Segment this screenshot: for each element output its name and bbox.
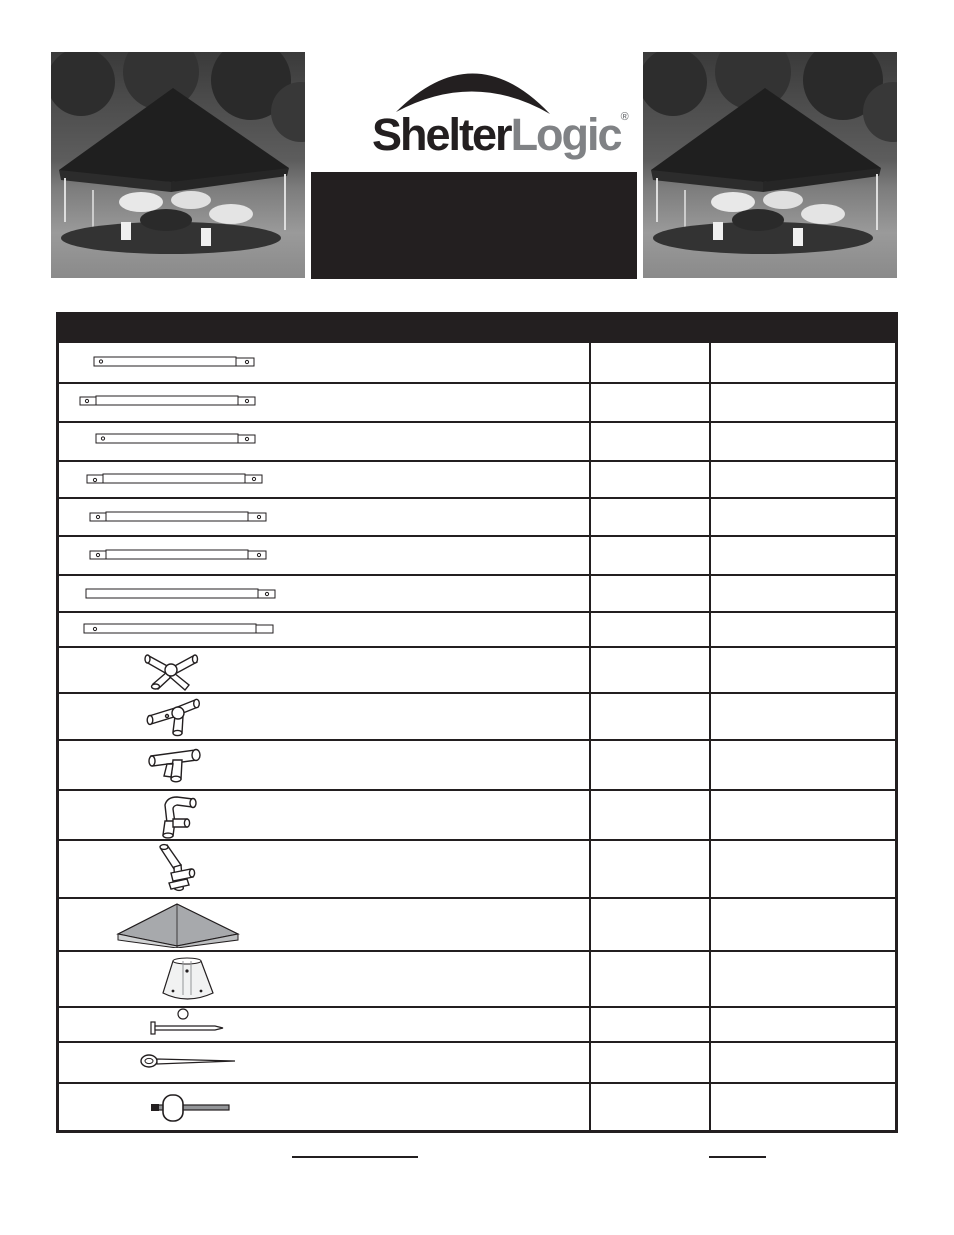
row-divider <box>59 789 895 791</box>
title-block <box>311 172 637 279</box>
row-divider <box>59 535 895 537</box>
row-divider <box>59 1041 895 1043</box>
three-way-connector-icon <box>145 696 203 738</box>
pole-icon <box>83 622 275 636</box>
parts-table <box>56 312 898 1133</box>
tee-connector-icon <box>147 742 209 786</box>
shelterlogic-wordmark <box>372 109 629 160</box>
brand-name-part1: Shelter <box>372 109 511 160</box>
foot-plate-icon <box>159 955 217 1003</box>
pole-icon <box>89 510 271 524</box>
table-header <box>59 315 895 343</box>
row-divider <box>59 950 895 952</box>
lock-pin-icon <box>145 1008 225 1038</box>
row-divider <box>59 839 895 841</box>
elbow-connector-icon <box>157 793 201 839</box>
pole-icon <box>79 394 259 408</box>
row-divider <box>59 382 895 384</box>
canopy-photo-right <box>643 52 897 278</box>
row-divider <box>59 611 895 613</box>
pole-icon <box>93 355 257 369</box>
ground-stake-icon <box>139 1051 239 1071</box>
canopy-photo-left <box>51 52 305 278</box>
pole-icon <box>86 472 266 486</box>
brand-name-part2: Logic <box>510 109 621 160</box>
registered-mark: ® <box>620 111 629 123</box>
row-divider <box>59 497 895 499</box>
angle-connector-icon <box>157 843 201 895</box>
row-divider <box>59 1082 895 1084</box>
row-divider <box>59 739 895 741</box>
row-divider <box>59 692 895 694</box>
pole-icon <box>89 548 271 562</box>
four-way-connector-icon <box>143 648 201 692</box>
date-line <box>709 1156 766 1158</box>
signature-line <box>292 1156 418 1158</box>
pole-icon <box>95 432 259 446</box>
pole-icon <box>85 587 279 601</box>
row-divider <box>59 460 895 462</box>
row-divider <box>59 897 895 899</box>
canopy-cover-icon <box>115 902 241 948</box>
bungee-ball-icon <box>147 1091 233 1125</box>
row-divider <box>59 574 895 576</box>
row-divider <box>59 421 895 423</box>
